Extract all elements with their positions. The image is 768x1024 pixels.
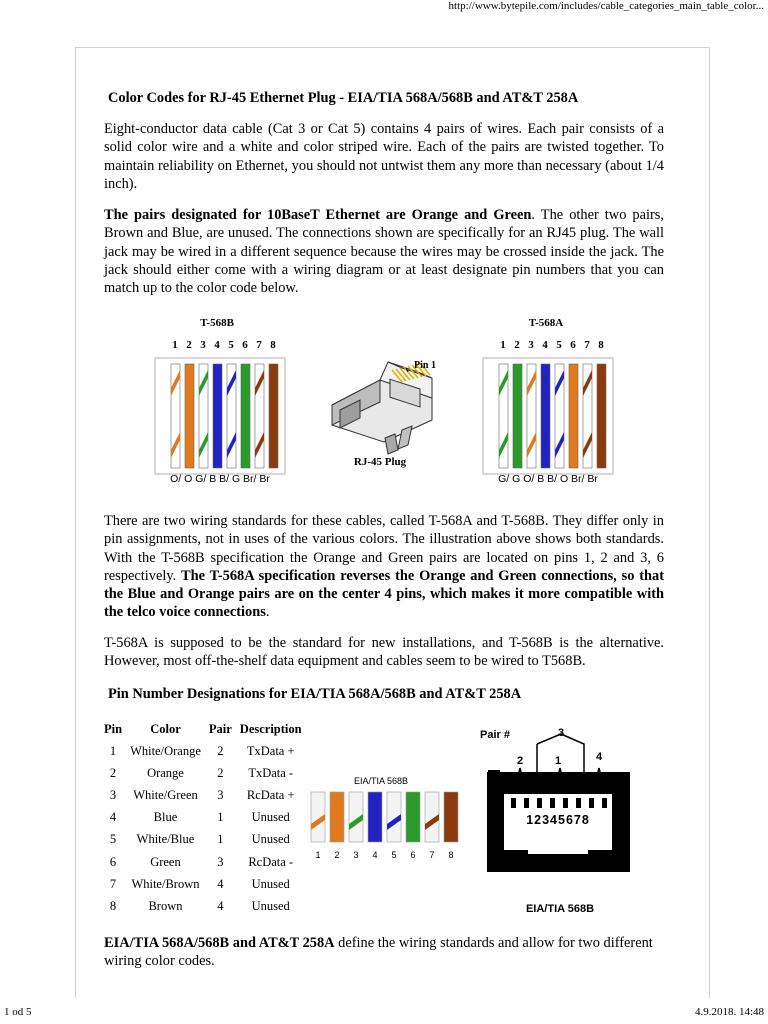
page-title: Color Codes for RJ-45 Ethernet Plug - EIA/TIA 568A/568B and AT&T 258A	[108, 90, 579, 106]
pin-cell: 5	[109, 832, 117, 847]
strip-pin-2: 2	[334, 850, 340, 860]
t568b-wire-8	[269, 364, 278, 468]
jack-contact-4	[550, 798, 555, 808]
t568a-title: T-568A	[528, 317, 564, 329]
pin-cell: 1	[109, 743, 117, 758]
pin1-label: Pin 1	[414, 360, 436, 371]
strip-wire-2	[330, 792, 344, 842]
pairs-paragraph	[104, 206, 664, 297]
pairs-text	[104, 206, 664, 297]
standards-paragraph	[104, 512, 664, 622]
description-cell: Unused	[251, 876, 290, 891]
pin-cell: 8	[109, 898, 117, 913]
t568a-wire-2	[513, 364, 522, 468]
pair-number-4: 4	[596, 751, 603, 763]
t568b-pin-3: 3	[200, 339, 206, 351]
pin-table	[100, 718, 306, 918]
header-pair: Pair	[208, 721, 232, 736]
pin-table-row	[100, 807, 306, 829]
t568b-pin-numbers	[172, 339, 276, 351]
t568b-wire-2	[185, 364, 194, 468]
pin-table-row	[100, 784, 306, 806]
t568b-pin-4: 4	[214, 339, 220, 351]
t568b-pin-6: 6	[242, 339, 248, 351]
jack-contact-6	[576, 798, 581, 808]
page-indicator: 1 od 5	[4, 1006, 32, 1018]
color-cell: White/Orange	[130, 743, 201, 758]
jack-contact-3	[537, 798, 542, 808]
t568a-pin-5: 5	[556, 339, 562, 351]
description-cell: RcData +	[246, 787, 295, 802]
t568b-pin-1: 1	[172, 339, 178, 351]
color-cell: Brown	[148, 898, 183, 913]
strip-wire-8	[444, 792, 458, 842]
568b-strip-diagram	[305, 770, 475, 865]
jack-caption: EIA/TIA 568B	[525, 903, 595, 915]
pin-table-row	[100, 740, 306, 762]
t568a-pin-2: 2	[514, 339, 520, 351]
t568b-title: T-568B	[200, 317, 234, 329]
alternative-paragraph	[104, 634, 664, 671]
color-cell: Orange	[147, 765, 184, 780]
t568b-pin-2: 2	[186, 339, 192, 351]
pair-cell: 2	[217, 743, 224, 758]
pair-cell: 4	[217, 876, 224, 891]
pair-label: Pair #	[480, 729, 510, 741]
t568b-pin-7: 7	[256, 339, 262, 351]
jack-contact-1	[511, 798, 516, 808]
color-cell: White/Brown	[131, 876, 200, 891]
pin-cell: 7	[109, 876, 117, 891]
jack-contact-8	[602, 798, 607, 808]
description-cell: RcData -	[248, 854, 294, 869]
rj45-plug-label: RJ-45 Plug	[353, 456, 407, 468]
pin-table-row	[100, 895, 306, 917]
standards-text-a: There are two wiring standards for these cables, called T-568A and T-568B. They differ only in pin assignments, not in uses of the various colors. The illustration above shows both standards. With the T-568B specification the Orange and Green pairs are located on pins 1, 2 and 3, 6 respectively.	[104, 513, 664, 584]
jack-contact-7	[589, 798, 594, 808]
t568b-wire-4	[213, 364, 222, 468]
strip-pin-3: 3	[353, 850, 359, 860]
intro-paragraph	[104, 120, 664, 193]
closing-text	[104, 934, 664, 971]
closing-paragraph	[104, 934, 664, 971]
strip-pin-6: 6	[410, 850, 416, 860]
pin-designations-title: Pin Number Designations for EIA/TIA 568A/568B and AT&T 258A	[108, 686, 522, 702]
pin-cell: 6	[109, 854, 117, 869]
pairs-bold: The pairs designated for 10BaseT Ethernet are Orange and Green	[104, 207, 532, 223]
alternative-text: T-568A is supposed to be the standard for new installations, and T-568B is the alternative. However, most off-the-shelf data equipment and cables seem to be wired to T568B.	[104, 635, 664, 670]
strip-wire-6	[406, 792, 420, 842]
pair-cell: 1	[217, 810, 224, 825]
t568a-color-labels: G/ G O/ B B/ O Br/ Br	[498, 473, 598, 485]
t568a-wire-8	[597, 364, 606, 468]
header-description: Description	[239, 721, 302, 736]
description-cell: Unused	[251, 898, 290, 913]
pair-number-2: 2	[517, 755, 524, 767]
t568a-pin-8: 8	[598, 339, 604, 351]
color-cell: White/Blue	[136, 832, 195, 847]
description-cell: Unused	[251, 832, 290, 847]
t568b-color-labels: O/ O G/ B B/ G Br/ Br	[170, 473, 270, 485]
strip-diagram-title: EIA/TIA 568B	[353, 776, 409, 786]
print-datetime: 4.9.2018. 14:48	[694, 1006, 764, 1018]
color-cell: Green	[150, 854, 181, 869]
t568a-wire-4	[541, 364, 550, 468]
jack-contact-5	[563, 798, 568, 808]
jack-pin-numbers: 12345678	[526, 813, 590, 827]
t568b-pin-5: 5	[228, 339, 234, 351]
pair-number-1: 1	[555, 755, 562, 767]
standards-bold: The T-568A specification reverses the Orange and Green connections, so that the Blue and Orange pairs are on the center 4 pins, which makes it more compatible with the telco voice connections	[104, 567, 664, 621]
color-cell: Blue	[153, 810, 178, 825]
wiring-diagram	[140, 310, 640, 490]
pin-table-row	[100, 762, 306, 784]
jack-contact-2	[524, 798, 529, 808]
description-cell: Unused	[251, 810, 290, 825]
strip-wire-4	[368, 792, 382, 842]
intro-text: Eight-conductor data cable (Cat 3 or Cat 5) contains 4 pairs of wires. Each pair consists of a solid color wire and a white and color striped wire. Each of the pairs are twisted together. To maintain reliability on Ethernet, you should not untwist them any more than necessary (about 1/4 inch).	[104, 121, 664, 192]
t568a-wire-6	[569, 364, 578, 468]
pin-table-row	[100, 829, 306, 851]
pair-cell: 3	[217, 854, 224, 869]
pin-cell: 2	[109, 765, 117, 780]
standards-text	[104, 512, 664, 622]
pair-cell: 3	[217, 787, 224, 802]
t568a-pin-1: 1	[500, 339, 506, 351]
pin-cell: 3	[109, 787, 117, 802]
color-cell: White/Green	[133, 787, 198, 802]
t568a-pin-4: 4	[542, 339, 548, 351]
strip-pin-1: 1	[315, 850, 321, 860]
strip-pin-7: 7	[429, 850, 435, 860]
page-url: http://www.bytepile.com/includes/cable_categories_main_table_color...	[448, 0, 764, 12]
description-cell: TxData -	[248, 765, 294, 780]
t568a-pin-6: 6	[570, 339, 576, 351]
t568a-pin-7: 7	[584, 339, 590, 351]
pair-cell: 4	[217, 898, 224, 913]
t568a-jack	[483, 358, 613, 474]
t568a-pin-3: 3	[528, 339, 534, 351]
t568b-jack	[155, 358, 285, 474]
t568a-pin-numbers	[500, 339, 604, 351]
strip-pin-5: 5	[391, 850, 397, 860]
strip-pin-8: 8	[448, 850, 454, 860]
pairs-rest: . The other two pairs, Brown and Blue, are unused. The connections shown are specifically for an RJ45 plug. The wall jack may be wired in a different sequence because the wires may be crossed inside the jack. The jack should either come with a wiring diagram or at least designate pin numbers that you can match up to the color code below.	[104, 207, 665, 297]
header-pin: Pin	[104, 721, 123, 736]
strip-wires	[311, 792, 458, 842]
strip-pin-numbers	[315, 850, 453, 860]
pair-cell: 1	[217, 832, 224, 847]
closing-rest: define the wiring standards and allow for two different wiring color codes.	[104, 935, 653, 970]
closing-bold: EIA/TIA 568A/568B and AT&T 258A	[104, 935, 335, 951]
pin-table-row	[100, 851, 306, 873]
pin-table-header	[100, 718, 306, 740]
pair-cell: 2	[217, 765, 224, 780]
jack-latch-slot	[528, 840, 588, 854]
pin-table-row	[100, 873, 306, 895]
strip-pin-4: 4	[372, 850, 378, 860]
header-color: Color	[150, 721, 181, 736]
standards-end: .	[265, 604, 270, 621]
t568b-wire-6	[241, 364, 250, 468]
jack-front-diagram	[480, 722, 660, 922]
pair-number-3: 3	[558, 727, 565, 739]
description-cell: TxData +	[246, 743, 295, 758]
pin-cell: 4	[109, 810, 117, 825]
t568b-pin-8: 8	[270, 339, 276, 351]
